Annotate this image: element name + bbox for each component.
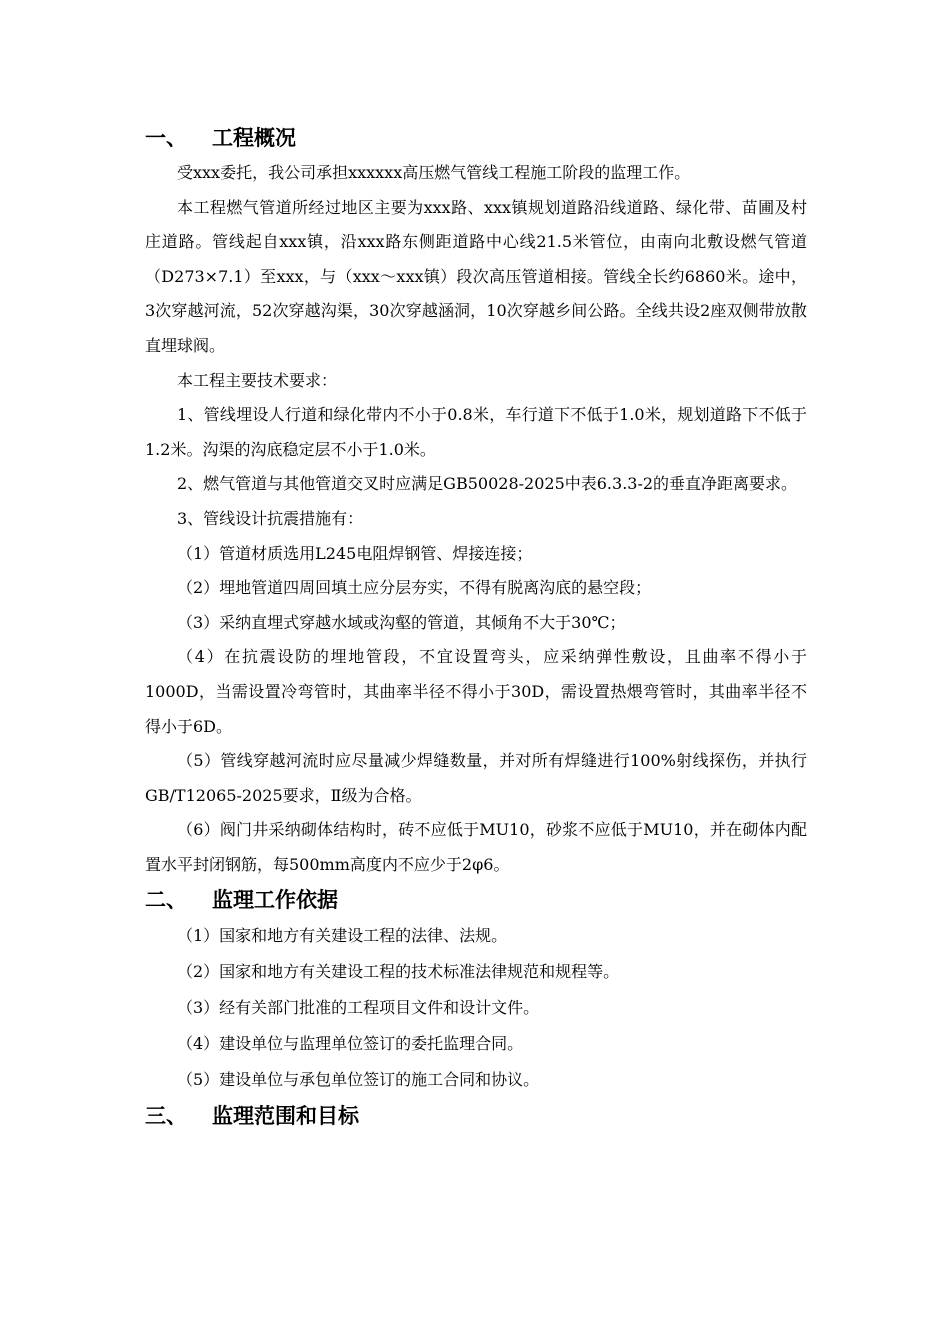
- list-item: （6）阀门井采纳砌体结构时，砖不应低于MU10，砂浆不应低于MU10，并在砌体内配置水平封闭钢筋，每500mm高度内不应少于2φ6。: [145, 820, 807, 874]
- list-item: （5）建设单位与承包单位签订的施工合同和协议。: [177, 1070, 540, 1090]
- section-heading-scope: [145, 1098, 807, 1134]
- section-number: 一、: [145, 126, 187, 150]
- paragraph-route: 本工程燃气管道所经过地区主要为xxx路、xxx镇规划道路沿线道路、绿化带、苗圃及村庄道路。管线起自xxx镇，沿xxx路东侧距道路中心线21.5米管位，由南向北敷设燃气管道（D273×7.1）至xxx，与（xxx～xxx镇）段次高压管道相接。管线全长约6860米。途中，3次穿越河流，52次穿越沟渠，30次穿越涵洞，10次穿越乡间公路。全线共设2座双侧带放散直埋球阀。: [145, 197, 807, 355]
- section-title: 监理工作依据: [212, 888, 338, 913]
- list-item: （2）埋地管道四周回填土应分层夯实，不得有脱离沟底的悬空段；: [177, 578, 652, 598]
- list-item: （2）国家和地方有关建设工程的技术标准法律规范和规程等。: [177, 962, 620, 982]
- paragraph-commission: 受xxx委托，我公司承担xxxxxx高压燃气管线工程施工阶段的监理工作。: [177, 163, 691, 182]
- section-heading-overview: [145, 120, 807, 156]
- list-item: （4）建设单位与监理单位签订的委托监理合同。: [177, 1034, 524, 1054]
- paragraph-burial-depth: 1、管线埋设人行道和绿化带内不小于0.8米，车行道下不低于1.0米，规划道路下不低于1.2米。沟渠的沟底稳定层不小于1.0米。: [145, 405, 807, 459]
- paragraph-requirements-intro: 本工程主要技术要求：: [177, 370, 338, 390]
- section-title: 工程概况: [212, 126, 296, 150]
- list-item: （5）管线穿越河流时应尽量减少焊缝数量，并对所有焊缝进行100%射线探伤，并执行 GB/T12065-2025要求，Ⅱ级为合格。: [145, 751, 807, 805]
- paragraph-crossing-clearance: 2、燃气管道与其他管道交叉时应满足GB50028-2025中表6.3.3-2的垂直净距离要求。: [177, 474, 798, 494]
- section-number: 三、: [145, 1104, 187, 1129]
- section-title: 监理范围和目标: [212, 1104, 359, 1129]
- list-item: （1）管道材质选用L245电阻焊钢管、焊接连接；: [177, 543, 533, 563]
- document-page: [145, 120, 807, 1134]
- list-item: （1）国家和地方有关建设工程的法律、法规。: [177, 926, 508, 946]
- section-number: 二、: [145, 888, 187, 913]
- section-heading-basis: [145, 882, 807, 918]
- list-item: （3）经有关部门批准的工程项目文件和设计文件。: [177, 998, 540, 1018]
- list-item: （3）采纳直埋式穿越水域或沟壑的管道，其倾角不大于30℃；: [177, 612, 626, 632]
- paragraph-seismic-intro: 3、管线设计抗震措施有：: [177, 508, 364, 528]
- list-item: （4）在抗震设防的埋地管段，不宜设置弯头，应采纳弹性敷设，且曲率不得小于1000D，当需设置冷弯管时，其曲率半径不得小于30D，需设置热煨弯管时，其曲率半径不得小于6D。: [145, 647, 807, 736]
